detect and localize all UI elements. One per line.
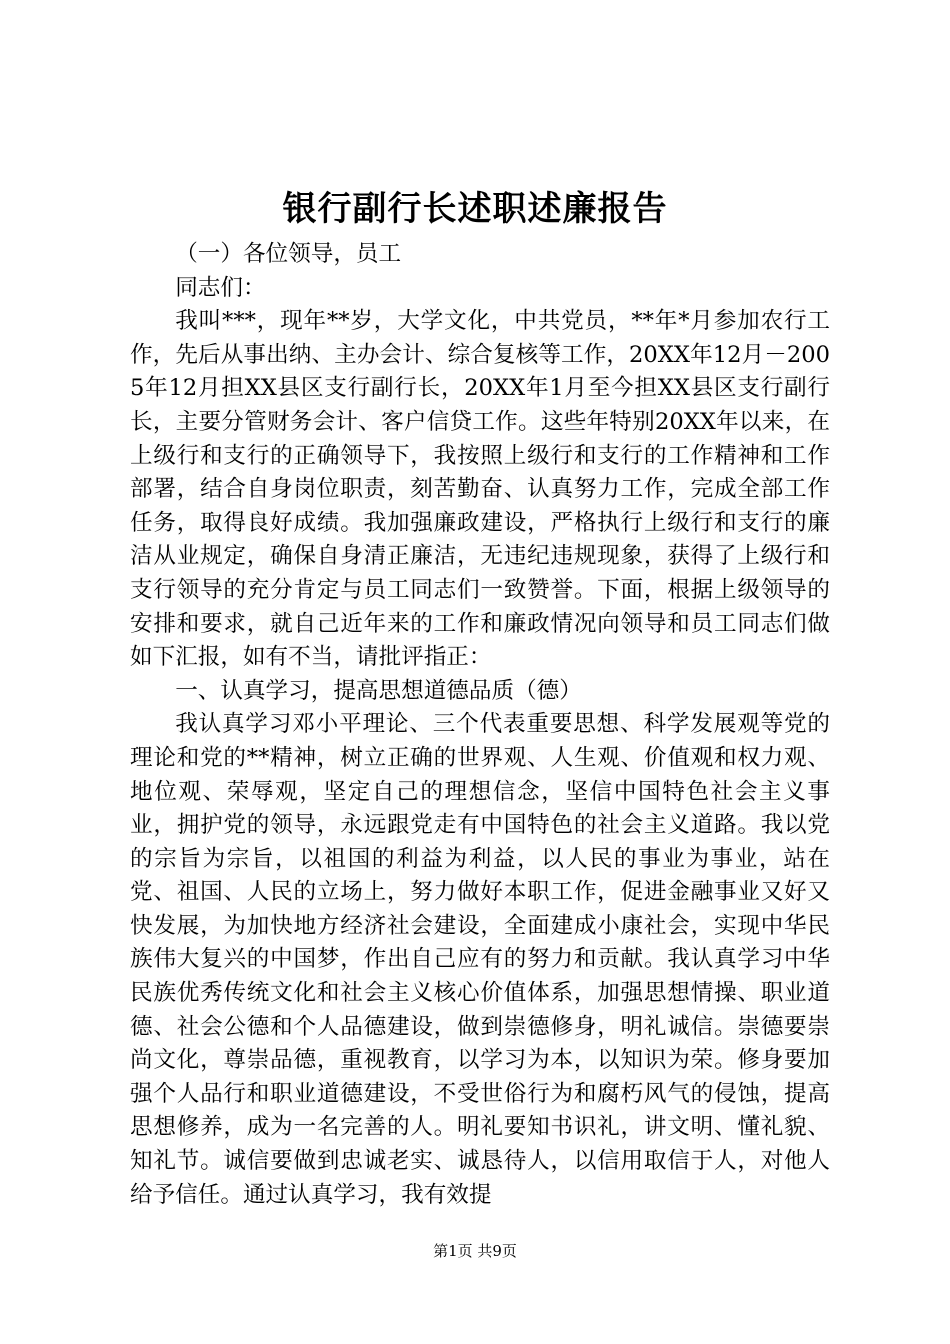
salutation-line-2: 同志们： [175,274,266,301]
document-title: 银行副行长述职述廉报告 [282,189,668,229]
section-1-paragraph: 我认真学习邓小平理论、三个代表重要思想、科学发展观等党的理论和党的**精神，树立正确的世界观、人生观、价值观和权力观、地位观、荣辱观，坚定自己的理想信念，坚信中国特色社会主义事业，拥护党的领导，永远跟党走有中国特色的社会主义道路。我以党的宗旨为宗旨，以祖国的利益为利益，以人民的事业为事业，站在党、祖国、人民的立场上，努力做好本职工作，促进金融事业又好又快发展，为加快地方经济社会建设，全面建成小康社会，实现中华民族伟大复兴的中国梦，作出自己应有的努力和贡献。我认真学习中华民族优秀传统文化和社会主义核心价值体系，加强思想情操、职业道德、社会公德和个人品德建设，做到崇德修身，明礼诚信。崇德要崇尚文化，尊崇品德，重视教育，以学习为本，以知识为荣。修身要加强个人品行和职业道德建设，不受世俗行为和腐朽风气的侵蚀，提高思想修养，成为一名完善的人。明礼要知书识礼，讲文明、懂礼貌、知礼节。诚信要做到忠诚老实、诚恳待人，以信用取信于人，对他人给予信任。通过认真学习，我有效提 [130,711,830,1208]
salutation-line-1: （一）各位领导，员工 [175,241,402,267]
page-number: 第1页 共9页 [433,1242,517,1260]
intro-paragraph: 我叫***，现年**岁，大学文化，中共党员，**年*月参加农行工作，先后从事出纳、主办会计、综合复核等工作，20XX年12月－2005年12月担XX县区支行副行长，20XX年1月至今担XX县区支行副行长，主要分管财务会计、客户信贷工作。这些年特别20XX年以来，在上级行和支行的正确领导下，我按照上级行和支行的工作精神和工作部署，结合自身岗位职责，刻苦勤奋、认真努力工作，完成全部工作任务，取得良好成绩。我加强廉政建设，严格执行上级行和支行的廉洁从业规定，确保自身清正廉洁，无违纪违规现象，获得了上级行和支行领导的充分肯定与员工同志们一致赞誉。下面，根据上级领导的安排和要求，就自己近年来的工作和廉政情况向领导和员工同志们做如下汇报，如有不当，请批评指正： [130,308,830,671]
section-heading-1: 一、认真学习，提高思想道德品质（德） [175,677,582,704]
document-body [130,238,830,1212]
